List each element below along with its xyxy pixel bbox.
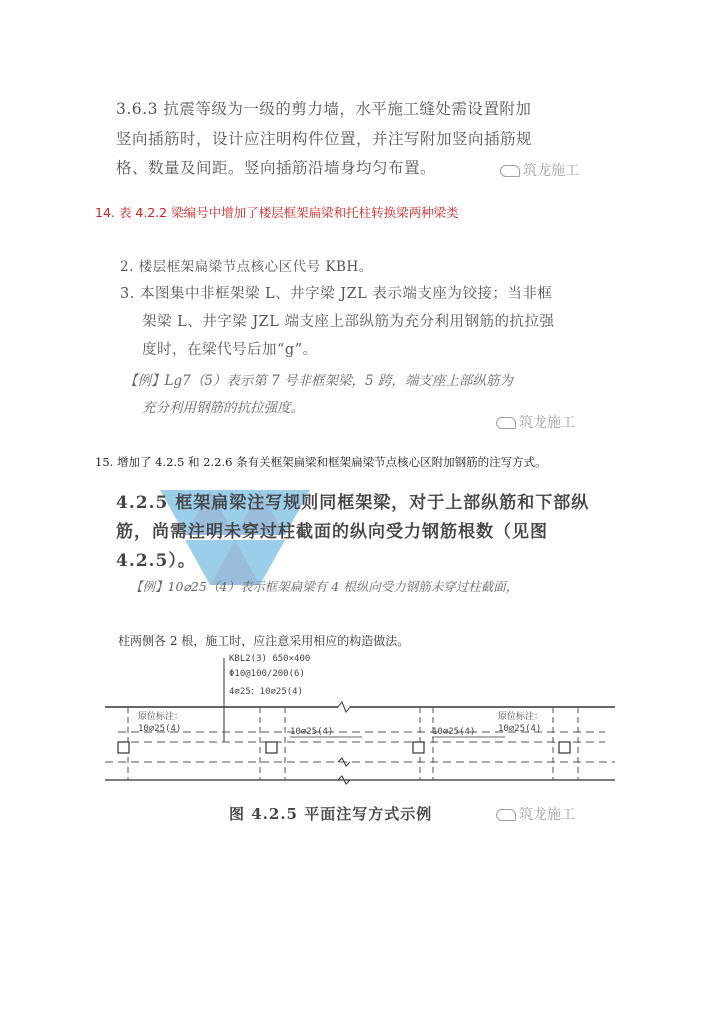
heading-15: 15. 增加了 4.2.5 和 2.2.6 条有关框架扁梁和框架扁梁节点核心区附加钢筋的注写方式。 <box>95 455 547 469</box>
left-support-value: 10⌀25(4) <box>138 724 182 734</box>
section-425-example: 【例】10⌀25（4）表示框架扁梁有 4 根纵向受力钢筋未穿过柱截面， <box>130 579 519 594</box>
beam-annotation-line2: Φ10@100/200(6) <box>229 669 305 679</box>
section-425-line3: 4.2.5）。 <box>116 551 196 571</box>
zhulong-logo-icon <box>496 809 516 821</box>
right-support-value: 10⌀25(4) <box>498 724 542 734</box>
note-example-line2: 充分利用钢筋的抗拉强度。 <box>142 400 304 416</box>
section-425-example-cont: 柱两侧各 2 根，施工时，应注意采用相应的构造做法。 <box>118 634 410 648</box>
beam-annotation-line1: KBL2(3) 650×400 <box>229 654 311 664</box>
section-363-line2: 竖向插筋时，设计应注明构件位置，并注写附加竖向插筋规 <box>116 130 533 148</box>
mid-support-value-2: 10⌀25(4) <box>432 727 476 737</box>
watermark-2: 筑龙施工 <box>496 412 575 432</box>
section-363-line3: 格、数量及间距。竖向插筋沿墙身均匀布置。 <box>116 159 437 177</box>
section-425-line2: 筋，尚需注明未穿过柱截面的纵向受力钢筋根数（见图 <box>116 522 548 542</box>
zhulong-logo-icon <box>496 417 516 429</box>
watermark-1: 筑龙施工 <box>500 160 579 180</box>
right-support-label: 原位标注： <box>498 712 544 722</box>
note-item-2: 2. 楼层框架扁梁节点核心区代号 KBH。 <box>120 259 373 275</box>
note-item-3-line1: 3. 本图集中非框架梁 L、井字梁 JZL 表示端支座为铰接；当非框 <box>120 286 553 302</box>
section-363-line1: 3.6.3 抗震等级为一级的剪力墙，水平施工缝处需设置附加 <box>116 100 532 118</box>
zhulong-logo-icon <box>500 165 520 177</box>
note-item-3-line2: 架梁 L、井字梁 JZL 端支座上部纵筋为充分利用钢筋的抗拉强 <box>142 314 555 330</box>
note-example-line1: 【例】Lg7（5）表示第 7 号非框架梁，5 跨，端支座上部纵筋为 <box>124 373 513 389</box>
beam-annotation-line3: 4⌀25；10⌀25(4) <box>229 687 304 697</box>
left-support-label: 原位标注： <box>138 712 184 722</box>
watermark-3: 筑龙施工 <box>496 804 575 824</box>
section-425-line1: 4.2.5 框架扁梁注写规则同框架梁，对于上部纵筋和下部纵 <box>116 493 590 513</box>
heading-14: 14. 表 4.2.2 梁编号中增加了楼层框架扁梁和托柱转换梁两种梁类 <box>95 205 459 220</box>
figure-caption: 图 4.2.5 平面注写方式示例 <box>229 805 433 823</box>
note-item-3-line3: 度时，在梁代号后加“g”。 <box>142 342 318 358</box>
mid-support-value-1: 10⌀25(4) <box>290 727 334 737</box>
